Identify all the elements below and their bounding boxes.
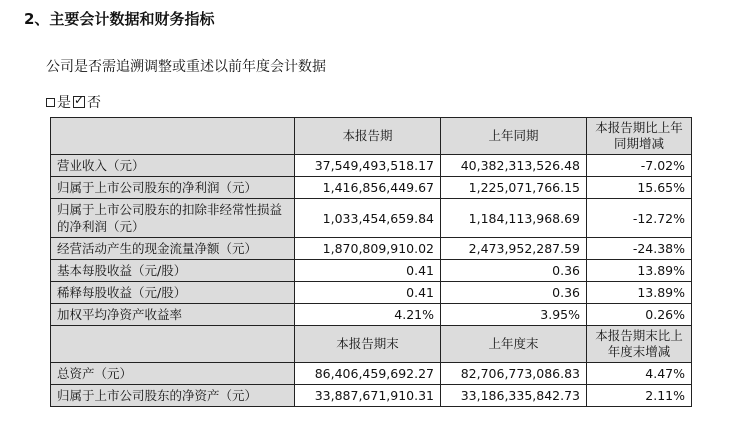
table-cell: 82,706,773,086.83: [441, 363, 587, 385]
row-label: 归属于上市公司股东的净利润（元）: [51, 177, 295, 199]
table-row: [51, 304, 692, 326]
table-cell: 13.89%: [587, 260, 692, 282]
row-label: 归属于上市公司股东的扣除非经常性损益的净利润（元）: [51, 199, 295, 238]
restatement-question: 公司是否需追溯调整或重述以前年度会计数据: [46, 59, 326, 75]
table-cell: 1,184,113,968.69: [441, 199, 587, 238]
table-cell: 1,225,071,766.15: [441, 177, 587, 199]
table-row: [51, 199, 692, 238]
table-row: [51, 363, 692, 385]
yes-option-label: 是: [57, 95, 71, 111]
table-cell: 86,406,459,692.27: [295, 363, 441, 385]
row-label: 营业收入（元）: [51, 155, 295, 177]
table-cell: -24.38%: [587, 238, 692, 260]
table-cell: 0.41: [295, 260, 441, 282]
table-cell: 1,870,809,910.02: [295, 238, 441, 260]
header-cell: [51, 326, 295, 363]
table-cell: 33,887,671,910.31: [295, 385, 441, 407]
financial-indicators-table: [50, 117, 692, 407]
table-cell: 13.89%: [587, 282, 692, 304]
table-cell: 3.95%: [441, 304, 587, 326]
table-cell: 0.41: [295, 282, 441, 304]
table-cell: 2.11%: [587, 385, 692, 407]
table-header-row: [51, 326, 692, 363]
table-cell: 37,549,493,518.17: [295, 155, 441, 177]
restatement-answer: [46, 92, 101, 112]
header-cell: 本报告期比上年同期增减: [587, 118, 692, 155]
header-cell: 本报告期末: [295, 326, 441, 363]
header-cell: 上年同期: [441, 118, 587, 155]
row-label: 加权平均净资产收益率: [51, 304, 295, 326]
table-cell: -12.72%: [587, 199, 692, 238]
header-cell: 本报告期末比上年度末增减: [587, 326, 692, 363]
table-cell: 1,416,856,449.67: [295, 177, 441, 199]
row-label: 基本每股收益（元/股）: [51, 260, 295, 282]
unchecked-box-icon: [46, 98, 55, 107]
table-cell: 4.47%: [587, 363, 692, 385]
header-cell: [51, 118, 295, 155]
table-cell: 0.36: [441, 260, 587, 282]
table-row: [51, 385, 692, 407]
header-cell: 本报告期: [295, 118, 441, 155]
table-cell: 0.26%: [587, 304, 692, 326]
table-row: [51, 238, 692, 260]
table-cell: 33,186,335,842.73: [441, 385, 587, 407]
row-label: 经营活动产生的现金流量净额（元）: [51, 238, 295, 260]
table-cell: 2,473,952,287.59: [441, 238, 587, 260]
table-row: [51, 155, 692, 177]
checked-box-icon: ✓: [74, 93, 85, 107]
table-cell: 0.36: [441, 282, 587, 304]
row-label: 总资产（元）: [51, 363, 295, 385]
table-cell: 15.65%: [587, 177, 692, 199]
table-cell: 40,382,313,526.48: [441, 155, 587, 177]
table-header-row: [51, 118, 692, 155]
row-label: 稀释每股收益（元/股）: [51, 282, 295, 304]
table-cell: 4.21%: [295, 304, 441, 326]
row-label: 归属于上市公司股东的净资产（元）: [51, 385, 295, 407]
section-title: 2、主要会计数据和财务指标: [24, 10, 215, 28]
table-row: [51, 177, 692, 199]
no-option-label: 否: [87, 95, 101, 111]
table-row: [51, 282, 692, 304]
table-cell: -7.02%: [587, 155, 692, 177]
header-cell: 上年度末: [441, 326, 587, 363]
table-cell: 1,033,454,659.84: [295, 199, 441, 238]
table-row: [51, 260, 692, 282]
